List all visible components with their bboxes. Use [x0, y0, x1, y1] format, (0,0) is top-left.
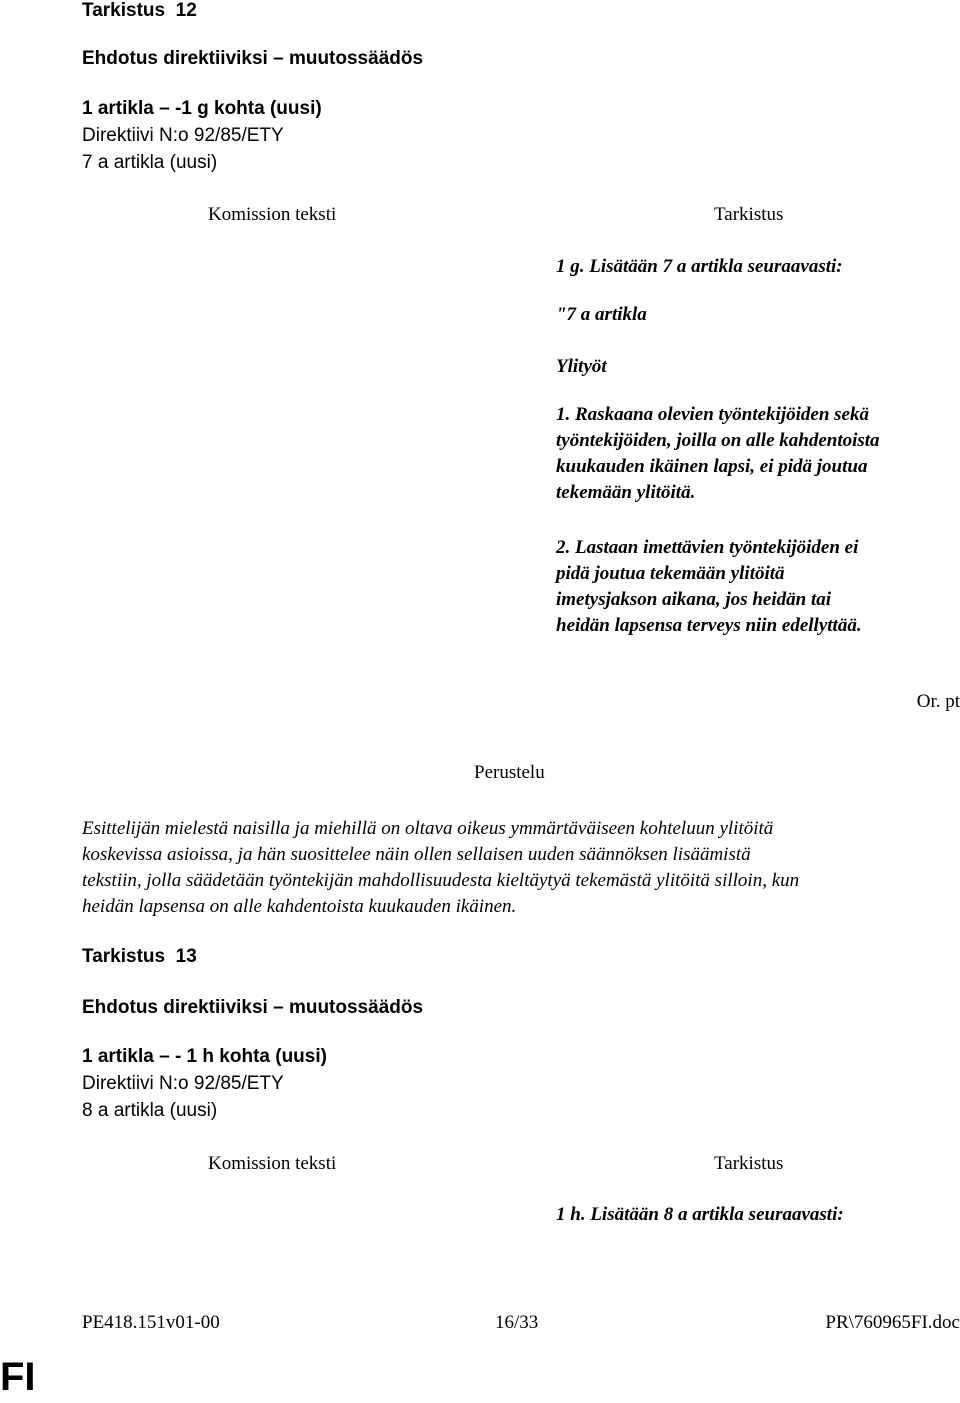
paragraph-2-line: 2. Lastaan imettävien työntekijöiden ei	[556, 537, 859, 558]
column-heading-amendment: Tarkistus	[714, 204, 784, 225]
justification-line: tekstiin, jolla säädetään työntekijän mahdollisuudesta kieltäytyä tekemästä ylitöitä silloin, kun	[82, 870, 800, 891]
paragraph-1-line: työntekijöiden, joilla on alle kahdentoista	[556, 430, 880, 451]
justification-line: heidän lapsensa on alle kahdentoista kuukauden ikäinen.	[82, 896, 517, 917]
paragraph-1	[556, 402, 880, 506]
new-article-subject: Ylityöt	[556, 356, 607, 377]
directive-reference: Direktiivi N:o 92/85/ETY	[82, 1073, 284, 1094]
insert-instruction: 1 h. Lisätään 8 a artikla seuraavasti:	[556, 1204, 844, 1225]
paragraph-2-line: heidän lapsensa terveys niin edellyttää.	[556, 615, 862, 636]
column-heading-commission-text: Komission teksti	[208, 1153, 337, 1174]
footer-file-name: PR\760965FI.doc	[825, 1312, 960, 1333]
article-reference: 1 artikla – -1 g kohta (uusi)	[82, 98, 322, 119]
footer-page-number: 16/33	[495, 1312, 539, 1333]
amendment-label: Tarkistus	[82, 946, 166, 967]
amendment-number: 12	[175, 0, 197, 21]
directive-article: 7 a artikla (uusi)	[82, 152, 218, 173]
justification-line: Esittelijän mielestä naisilla ja miehillä on oltava oikeus ymmärtäväiseen kohteluun ylitöitä	[82, 818, 774, 839]
language-code: FI	[0, 1355, 36, 1399]
column-heading-commission-text: Komission teksti	[208, 204, 337, 225]
paragraph-1-line: tekemään ylitöitä.	[556, 482, 696, 503]
justification-text	[82, 816, 799, 920]
amendment-title	[82, 944, 197, 970]
amendment-label: Tarkistus	[82, 0, 166, 21]
amendment-number: 13	[175, 946, 197, 967]
directive-reference: Direktiivi N:o 92/85/ETY	[82, 125, 284, 146]
directive-article: 8 a artikla (uusi)	[82, 1100, 218, 1121]
paragraph-2-line: pidä joutua tekemään ylitöitä	[556, 563, 785, 584]
justification-line: koskevissa asioissa, ja hän suosittelee näin ollen sellaisen uuden säännöksen lisäämistä	[82, 844, 751, 865]
paragraph-1-line: kuukauden ikäinen lapsi, ei pidä joutua	[556, 456, 868, 477]
original-language: Or. pt	[916, 691, 960, 712]
article-reference: 1 artikla – - 1 h kohta (uusi)	[82, 1046, 327, 1067]
column-heading-amendment: Tarkistus	[714, 1153, 784, 1174]
footer-document-reference: PE418.151v01-00	[82, 1312, 220, 1333]
paragraph-2-line: imetysjakson aikana, jos heidän tai	[556, 589, 832, 610]
paragraph-1-line: 1. Raskaana olevien työntekijöiden sekä	[556, 404, 869, 425]
paragraph-2	[556, 535, 862, 639]
new-article-heading: "7 a artikla	[556, 304, 647, 325]
amendment-title	[82, 0, 197, 24]
justification-heading: Perustelu	[474, 762, 545, 783]
proposal-heading: Ehdotus direktiiviksi – muutossäädös	[82, 48, 424, 69]
insert-instruction: 1 g. Lisätään 7 a artikla seuraavasti:	[556, 256, 843, 277]
proposal-heading: Ehdotus direktiiviksi – muutossäädös	[82, 997, 424, 1018]
